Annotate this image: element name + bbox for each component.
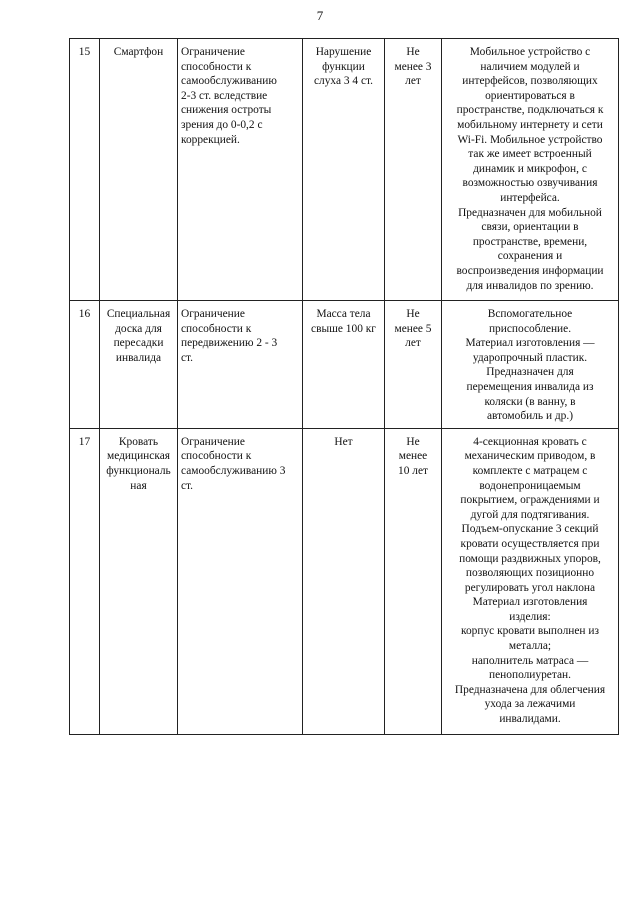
contraindication-text-line: Масса тела [316, 308, 371, 320]
service-term [385, 301, 442, 429]
item-description-line: перемещения инвалида из [466, 380, 594, 393]
contraindication-text [303, 428, 385, 734]
contraindication-text-line: слуха 3 4 ст. [314, 75, 373, 88]
indication-text-line: 2-3 ст. вследствие [181, 89, 268, 102]
table-row [70, 39, 619, 301]
item-description-line: кровати осуществляется при [460, 537, 600, 550]
indication-text [178, 428, 303, 734]
item-description-line: коляски (в ванну, в [484, 395, 576, 408]
item-description-line: корпус кровати выполнен из [461, 625, 599, 638]
service-term-line: 10 лет [398, 464, 428, 477]
indication-text-line: зрения до 0-0,2 с [181, 118, 263, 131]
item-description-line: Мобильное устройство с [469, 46, 591, 58]
item-description-line: автомобиль и др.) [486, 410, 574, 423]
service-term-line: Не [406, 435, 420, 448]
indication-text-line: ст. [181, 351, 194, 364]
service-term-line: лет [405, 75, 421, 88]
equipment-table [69, 38, 619, 735]
indication-text-line: коррекцией. [181, 133, 240, 146]
service-term-line: менее 3 [394, 60, 432, 73]
item-description-line: приспособление. [488, 322, 572, 335]
item-name-line: медицинская [106, 450, 170, 463]
indication-text-line: способности к [181, 322, 252, 335]
item-description-line: мобильному интернету и сети [457, 118, 603, 131]
item-description-line: ориентироваться в [485, 89, 575, 102]
item-description-line: 4-секционная кровать с [473, 435, 587, 448]
item-name-line: функциональ [106, 464, 171, 477]
table-row [70, 428, 619, 734]
service-term-line: Не [406, 308, 420, 320]
item-description-line: так же имеет встроенный [468, 148, 592, 161]
item-name [100, 301, 178, 429]
item-description-line: ударопрочный пластик. [472, 351, 588, 364]
item-description-line: водонепроницаемым [479, 479, 581, 492]
item-description-line: Материал изготовления — [465, 337, 595, 350]
item-name-line: доска для [115, 322, 162, 335]
item-description-line: Предназначен для мобильной [458, 206, 602, 219]
item-description-line: интерфейса. [500, 191, 560, 204]
item-description [442, 301, 619, 429]
indication-text-line: передвижению 2 - 3 [181, 337, 278, 350]
item-description-line: связи, ориентации в [481, 221, 579, 234]
item-description-line: покрытием, ограждениями и [460, 494, 600, 507]
indication-text [178, 301, 303, 429]
item-description-line: Предназначен для [486, 366, 574, 379]
item-description-line: возможностью озвучивания [462, 177, 598, 190]
contraindication-text-line: функции [322, 60, 365, 73]
indication-text-line: самообслуживанию [181, 75, 277, 88]
contraindication-text-line: Нет [334, 435, 353, 448]
item-description-line: регулировать угол наклона [464, 581, 596, 594]
item-name-line: Специальная [106, 308, 171, 320]
item-name-line: Кровать [118, 435, 159, 448]
item-description-line: Материал изготовления [472, 596, 588, 609]
indication-text-line: снижения остроты [181, 104, 272, 117]
item-description-line: Вспомогательное [487, 308, 573, 320]
indication-text-line: ст. [181, 479, 194, 492]
item-description-line: металла; [508, 640, 552, 653]
service-term-line: лет [405, 337, 421, 350]
item-description-line: изделия: [509, 610, 551, 623]
indication-text-line: Ограничение [181, 308, 245, 320]
service-term [385, 428, 442, 734]
table-row [70, 301, 619, 429]
page-number: 7 [316, 8, 324, 23]
indication-text-line: самообслуживанию 3 [181, 464, 286, 477]
item-name [100, 39, 178, 301]
item-description-line: воспроизведения информации [456, 264, 604, 277]
item-description [442, 39, 619, 301]
item-name-line: Смартфон [113, 46, 164, 58]
row-number: 17 [70, 428, 100, 734]
service-term-line: Не [406, 46, 420, 58]
item-description-line: ухода за лежачими [484, 698, 576, 711]
row-number: 16 [70, 301, 100, 429]
item-description-line: позволяющих позиционно [465, 567, 595, 580]
indication-text-line: способности к [181, 60, 252, 73]
item-description-line: наполнитель матраса — [471, 654, 589, 667]
row-number: 15 [70, 39, 100, 301]
service-term-line: менее 5 [394, 322, 432, 335]
item-description-line: механическим приводом, в [464, 450, 596, 463]
item-description-line: сохранения и [497, 250, 563, 263]
item-description-line: пространстве, подключаться к [456, 104, 604, 117]
item-description [442, 428, 619, 734]
item-description-line: для инвалидов по зрению. [466, 279, 594, 292]
item-description-line: пространстве, времени, [472, 235, 588, 248]
item-description-line: Подъем-опускание 3 секций [461, 523, 599, 536]
contraindication-text-line: Нарушение [315, 46, 372, 58]
item-name-line: инвалида [115, 351, 162, 364]
contraindication-text-line: свыше 100 кг [311, 322, 376, 335]
indication-text-line: Ограничение [181, 435, 245, 448]
indication-text-line: Ограничение [181, 46, 245, 58]
item-description-line: инвалидами. [499, 713, 561, 726]
indication-text [178, 39, 303, 301]
contraindication-text [303, 301, 385, 429]
service-term [385, 39, 442, 301]
item-description-line: пенополиуретан. [489, 669, 571, 682]
item-description-line: дугой для подтягивания. [470, 508, 590, 521]
item-description-line: интерфейсов, позволяющих [462, 75, 598, 88]
item-description-line: наличием модулей и [480, 60, 580, 73]
item-description-line: динамик и микрофон, с [473, 162, 587, 175]
item-description-line: Предназначена для облегчения [454, 683, 606, 696]
contraindication-text [303, 39, 385, 301]
item-name-line: ная [130, 479, 147, 492]
item-description-line: комплекте с матрацем с [472, 464, 588, 477]
item-name [100, 428, 178, 734]
service-term-line: менее [398, 450, 428, 463]
item-description-line: помощи раздвижных упоров, [459, 552, 601, 565]
item-description-line: Wi-Fi. Мобильное устройство [457, 133, 603, 146]
indication-text-line: способности к [181, 450, 252, 463]
item-name-line: пересадки [113, 337, 164, 350]
